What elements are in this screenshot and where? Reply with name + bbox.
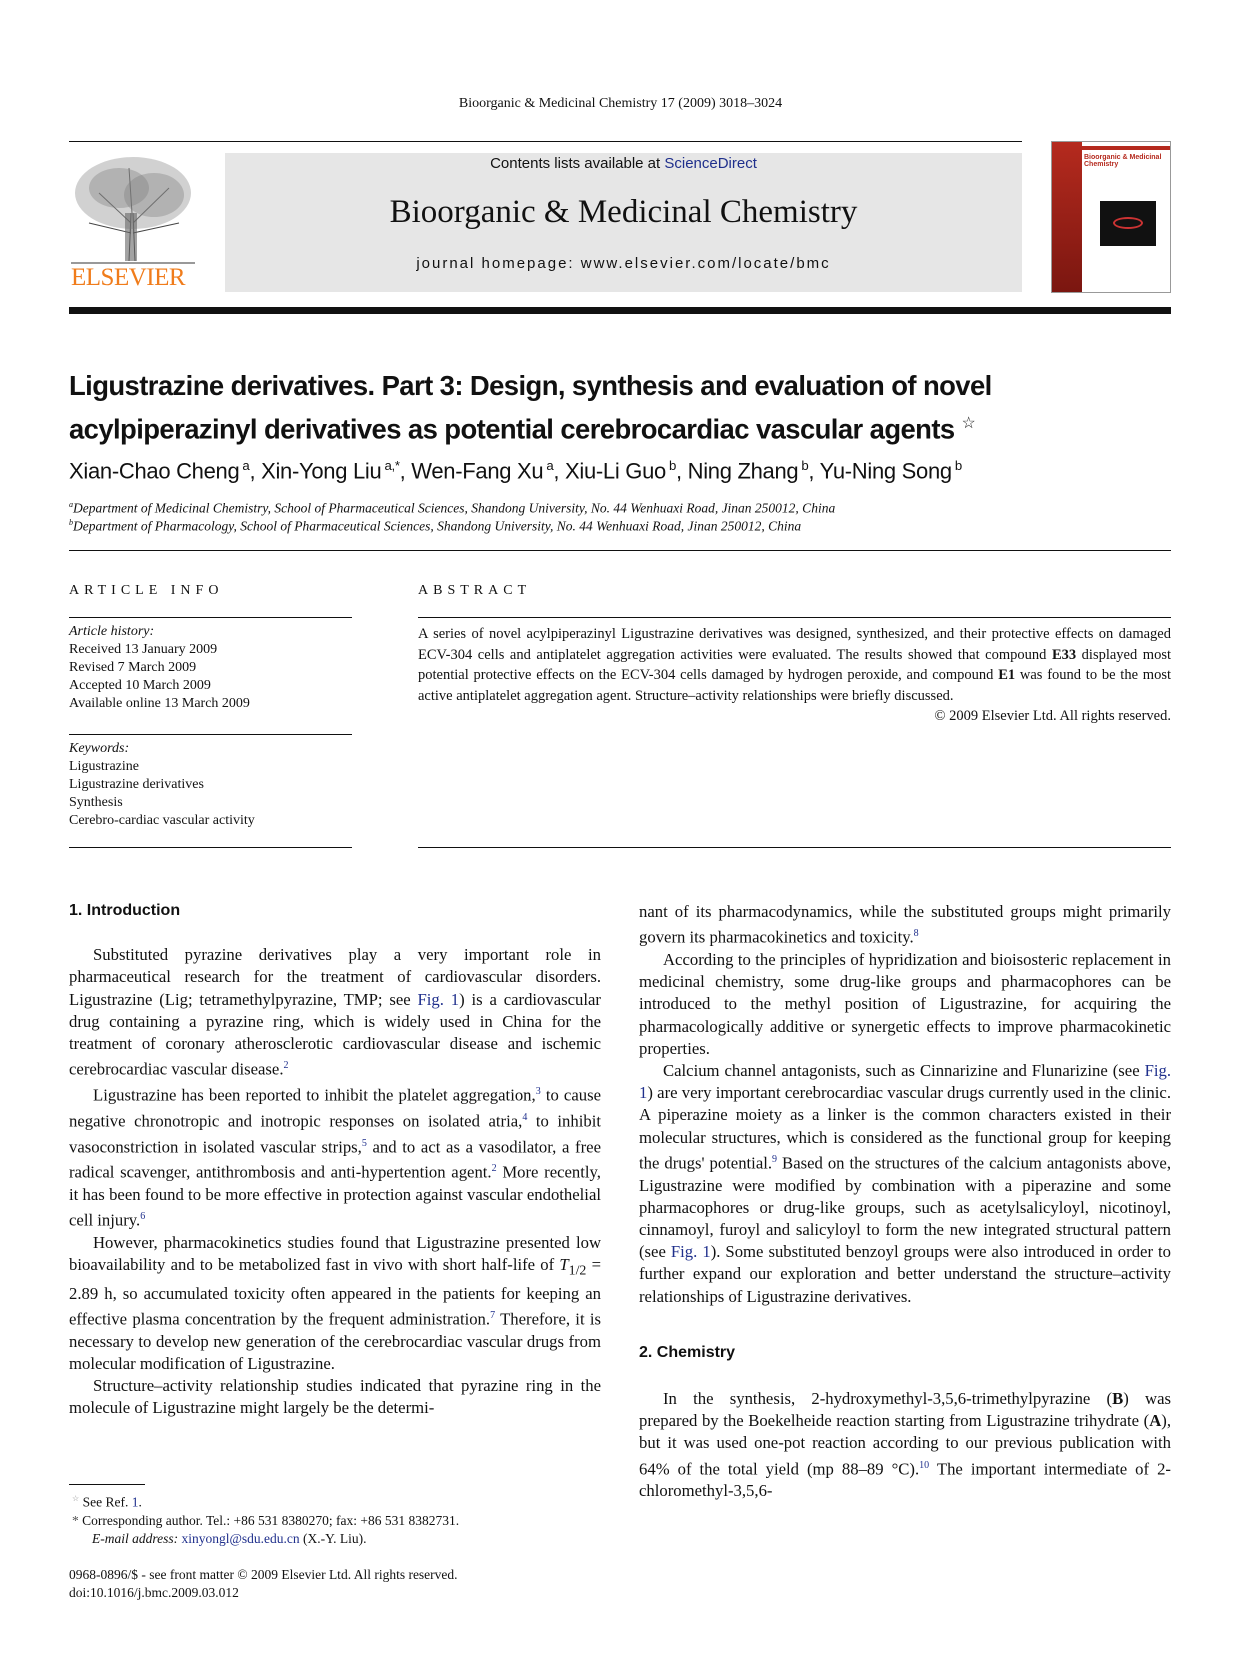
contents-line (225, 155, 1022, 172)
author-affiliation-mark[interactable]: a (242, 458, 250, 473)
elsevier-logo (69, 153, 197, 292)
author-name: Xin-Yong Liu (261, 458, 382, 484)
text-run: nant of its pharmacodynamics, while the substituted groups might primarily govern its pharmacokinetics and toxicity. (639, 902, 1171, 947)
reference-superscript[interactable]: 4 (522, 1111, 528, 1123)
text-run: E1 (998, 667, 1016, 683)
running-header: Bioorganic & Medicinal Chemistry 17 (2009) 3018–3024 (458, 96, 783, 111)
author-name: Xian-Chao Cheng (69, 458, 240, 484)
text-run: Ligustrazine has been reported to inhibit the platelet aggregation, (93, 1085, 536, 1105)
author-name: Wen-Fang Xu (411, 458, 544, 484)
title-line-2: acylpiperazinyl derivatives as potential cerebrocardiac vascular agents (69, 413, 955, 445)
paragraph (69, 944, 601, 1081)
divider (418, 617, 1171, 618)
keyword: Cerebro-cardiac vascular activity (69, 813, 255, 828)
figure-link[interactable]: Fig. 1 (417, 989, 460, 1009)
divider (69, 617, 352, 618)
email-link[interactable]: xinyongl@sdu.edu.cn (181, 1530, 300, 1546)
header-rule (69, 141, 1022, 142)
journal-banner (225, 153, 1022, 292)
text-run: However, pharmacokinetics studies found that Ligustrazine presented low bioavailability and to be metabolized fast in vivo with short half-life of (69, 1233, 601, 1275)
text-run: More recently, it has been found to be more effective in protection against vascular endothelial cell injury. (69, 1162, 601, 1230)
reference-superscript[interactable]: 8 (913, 928, 919, 940)
history-label: Article history: (69, 624, 155, 639)
intro-paragraphs-continued (639, 901, 1171, 1308)
text-run: A series of novel acylpiperazinyl Ligustrazine derivatives was designed, synthesized, and their protective effects on damaged ECV-304 cells and antiplatelet aggregation activities were evaluated. The results showed that compound (418, 626, 1171, 663)
history-item: Available online 13 March 2009 (69, 696, 250, 711)
article-history (69, 623, 250, 713)
author-affiliation-mark[interactable]: a (546, 458, 554, 473)
footnote-rule (69, 1484, 145, 1485)
abstract-heading: ABSTRACT (418, 583, 532, 598)
reference-superscript[interactable]: 6 (140, 1211, 146, 1223)
reference-superscript[interactable]: 2 (491, 1163, 497, 1175)
keyword: Ligustrazine derivatives (69, 777, 204, 792)
paragraph (639, 1060, 1171, 1308)
author-affiliation-mark[interactable]: b (801, 458, 809, 473)
article-info-heading: ARTICLE INFO (69, 583, 224, 598)
text-run: B (1112, 1388, 1124, 1408)
text-run: 1/2 (568, 1263, 587, 1279)
affiliation-text: Department of Pharmacology, School of Pharmaceutical Sciences, Shandong University, No. 44 Wenhuaxi Road, Jinan 250012, China (73, 518, 802, 534)
section-heading-introduction: 1. Introduction (69, 902, 181, 919)
paragraph (69, 1375, 601, 1419)
history-item: Revised 7 March 2009 (69, 660, 197, 675)
text-run: displayed most potential protective effects on the ECV-304 cells damaged by hydrogen peroxide, and compound (418, 646, 1171, 683)
paragraph (639, 949, 1171, 1060)
text-run: Based on the structures of the calcium antagonists above, Ligustrazine were modified by combination with a piperazine and some pharmacophores or drug-like groups, such as acetylsalicyloyl, nicotinoyl, cinnamoyl, furoyl and salicyloyl to form the new integrated structural pattern (see (639, 1153, 1171, 1262)
doi: doi:10.1016/j.bmc.2009.03.012 (69, 1585, 239, 1600)
journal-title: Bioorganic & Medicinal Chemistry (389, 194, 858, 230)
email-label: E-mail address: (92, 1530, 179, 1546)
header-thick-rule (69, 307, 1171, 314)
text-run: T (559, 1255, 569, 1275)
history-item: Received 13 January 2009 (69, 642, 218, 657)
reference-superscript[interactable]: 9 (772, 1153, 778, 1165)
paragraph (639, 901, 1171, 949)
footnotes: ☆ See Ref. 1. * Corresponding author. Tel.: +86 531 8380270; fax: +86 531 8382731. E-mail address: xinyongl@sdu.edu.cn (X.-Y. Liu). (72, 1494, 460, 1546)
text-run: = 2.89 h, so accumulated toxicity often appeared in the patients for keeping an effective plasma concentration by the frequent administration. (69, 1255, 601, 1329)
text-run: to inhibit vasoconstriction in isolated vascular strips, (69, 1111, 601, 1157)
text-run: ) are very important cerebrocardiac vascular drugs currently used in the clinic. A piperazine moiety as a linker is the common characters existed in their molecular structures, which is considered as the functional group for keeping the drugs' potential. (639, 1083, 1171, 1173)
divider (69, 847, 352, 848)
footnote-asterisk: * (72, 1512, 79, 1528)
affiliation-mark: b (69, 518, 74, 527)
footnote-text: See Ref. (82, 1494, 132, 1510)
author-name: Xiu-Li Guo (565, 458, 666, 484)
abstract-body (418, 624, 1171, 727)
right-column (639, 901, 1171, 1503)
author-list: Xian-Chao Cheng $^a$, Xin-Yong Liu $^{a,*}$, Wen-Fang Xu $^a$, Xiu-Li Guo $^b$, Ning Zhang $^b$, Yu-Ning Song $^b$ (69, 458, 962, 484)
text-run: Substituted pyrazine derivatives play a very important role in pharmaceutical research for the treatment of cardiovascular disorders. Ligustrazine (Lig; tetramethylpyrazine, TMP; see (69, 945, 601, 1009)
reference-superscript[interactable]: 7 (490, 1309, 496, 1321)
text-run: In the synthesis, 2-hydroxymethyl-3,5,6-trimethylpyrazine ( (663, 1388, 1113, 1408)
text-run: The important intermediate of 2-chloromethyl-3,5,6- (639, 1459, 1171, 1501)
text-run: Calcium channel antagonists, such as Cinnarizine and Flunarizine (see (663, 1060, 1145, 1080)
cover-title: Bioorganic & Medicinal Chemistry (1084, 154, 1162, 168)
text-run: ), but it was used one-pot reaction according to our previous publication with 64% of the total yield (mp 88–89 °C). (639, 1411, 1171, 1479)
keywords-label: Keywords: (69, 741, 130, 756)
text-run: to cause negative chronotropic and inotropic responses on isolated atria, (69, 1085, 601, 1131)
reference-superscript[interactable]: 5 (361, 1137, 367, 1149)
author-name: Yu-Ning Song (819, 458, 952, 484)
text-run: ) is a cardiovascular drug containing a pyrazine ring, which is widely used in China for the treatment of coronary atherosclerotic cardiovascular disease and ischemic cerebrocardiac vascular disease. (69, 989, 601, 1079)
divider (418, 847, 1171, 848)
intro-paragraphs (69, 944, 601, 1419)
divider (69, 734, 352, 735)
cover-image (1100, 201, 1156, 246)
paragraph (69, 1081, 601, 1232)
reference-superscript[interactable]: 10 (919, 1459, 930, 1471)
reference-superscript[interactable]: 3 (535, 1085, 541, 1097)
affiliation-text: Department of Medicinal Chemistry, School of Pharmaceutical Sciences, Shandong University, No. 44 Wenhuaxi Road, Jinan 250012, China (73, 500, 836, 516)
divider (69, 550, 1171, 551)
footnote-star: ☆ (72, 1494, 80, 1503)
issn-line: 0968-0896/$ - see front matter © 2009 Elsevier Ltd. All rights reserved. (69, 1567, 458, 1582)
sciencedirect-link[interactable]: ScienceDirect (664, 155, 757, 172)
abstract-copyright: © 2009 Elsevier Ltd. All rights reserved. (934, 708, 1171, 724)
tree-icon (69, 153, 197, 265)
affiliation-mark: a (69, 500, 74, 509)
figure-link[interactable]: Fig. 1 (639, 1060, 1171, 1103)
affiliation-a (69, 500, 835, 517)
title-footnote-star[interactable]: ☆ (961, 415, 976, 432)
text-run: Therefore, it is necessary to develop new generation of the cerebrocardiac vascular drugs from molecular modification of Ligustrazine. (69, 1309, 601, 1373)
journal-homepage-link[interactable]: journal homepage: www.elsevier.com/locate/bmc (416, 255, 831, 272)
affiliation-b (69, 518, 801, 535)
text-run: ). Some substituted benzoyl groups were also introduced in order to further expand our exploration and better understand the structure–activity relationships of Ligustrazine derivatives. (639, 1242, 1171, 1306)
text-run: Structure–activity relationship studies indicated that pyrazine ring in the molecule of Ligustrazine might largely be the determi- (69, 1376, 601, 1418)
contents-prefix: Contents lists available at (490, 155, 665, 172)
text-run: and to act as a vasodilator, a free radical scavenger, antithrombosis and anti-hypertention agent. (69, 1137, 601, 1182)
journal-cover (1051, 141, 1171, 293)
ref-link[interactable]: 1 (131, 1494, 139, 1510)
author-name: Ning Zhang (687, 458, 799, 484)
figure-link[interactable]: Fig. 1 (670, 1242, 711, 1262)
corresponding-author: Corresponding author. Tel.: +86 531 8380270; fax: +86 531 8382731. (82, 1512, 460, 1528)
text-run: was found to be the most active antiplatelet aggregation agent. Structure–activity relationships were briefly discussed. (418, 667, 1171, 704)
author-affiliation-mark[interactable]: a,* (384, 458, 400, 473)
section-heading-chemistry: 2. Chemistry (639, 1343, 736, 1361)
elsevier-wordmark: ELSEVIER (71, 264, 186, 291)
text-run: A (1149, 1411, 1162, 1431)
text-run: According to the principles of hypridization and bioisosteric replacement in medicinal chemistry, some drug-like groups and pharmacophores can be introduced to the methyl position of Ligustrazine, for acquiring the pharmacologically additive or synergetic effects to improve pharmacokinetic properties. (639, 949, 1171, 1058)
article-title (69, 367, 1157, 448)
author-affiliation-mark[interactable]: b (954, 458, 962, 473)
keyword: Ligustrazine (69, 759, 139, 774)
author-affiliation-mark[interactable]: b (668, 458, 676, 473)
left-column (69, 900, 601, 1420)
keywords (69, 740, 255, 830)
paragraph (639, 1388, 1171, 1503)
reference-superscript[interactable]: 2 (283, 1060, 289, 1072)
text-run: ) was prepared by the Boekelheide reaction starting from Ligustrazine trihydrate ( (639, 1388, 1172, 1431)
email-suffix: (X.-Y. Liu). (299, 1530, 367, 1546)
text-run: E33 (1051, 646, 1077, 663)
keyword: Synthesis (69, 795, 123, 810)
title-line-1: Ligustrazine derivatives. Part 3: Design, synthesis and evaluation of novel (69, 370, 992, 401)
abstract-text (418, 624, 1171, 706)
chemistry-paragraphs (639, 1388, 1171, 1503)
history-item: Accepted 10 March 2009 (69, 678, 211, 693)
paragraph (69, 1232, 601, 1375)
